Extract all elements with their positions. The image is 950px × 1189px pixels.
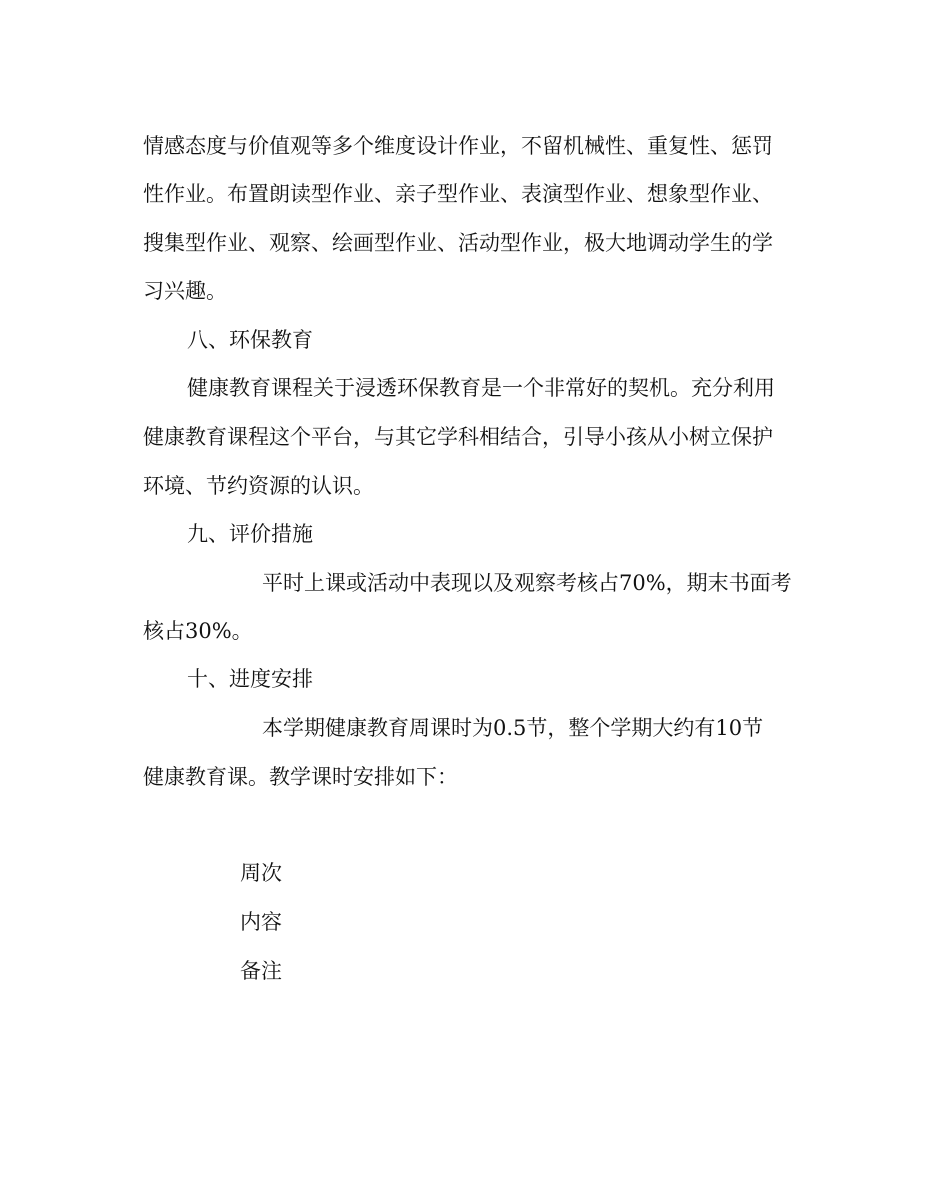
paragraph-homework-line-2: 性作业。布置朗读型作业、亲子型作业、表演型作业、想象型作业、	[143, 182, 773, 206]
paragraph-homework-line-3: 搜集型作业、观察、绘画型作业、活动型作业，极大地调动学生的学	[143, 231, 773, 255]
table-header-notes: 备注	[240, 959, 282, 983]
section-heading-schedule: 十、进度安排	[187, 667, 313, 691]
paragraph-schedule-line-2: 健康教育课。教学课时安排如下：	[143, 765, 458, 789]
paragraph-schedule-line-1: 本学期健康教育周课时为0.5节，整个学期大约有10节	[262, 716, 764, 740]
paragraph-environment-line-2: 健康教育课程这个平台，与其它学科相结合，引导小孩从小树立保护	[143, 425, 773, 449]
paragraph-homework-line-4: 习兴趣。	[143, 279, 227, 303]
paragraph-environment-line-3: 环境、节约资源的认识。	[143, 474, 374, 498]
section-heading-environment: 八、环保教育	[187, 328, 313, 352]
paragraph-evaluation-line-1: 平时上课或活动中表现以及观察考核占70%，期末书面考	[262, 571, 792, 595]
paragraph-evaluation-line-2: 核占30%。	[143, 619, 253, 643]
table-header-content: 内容	[240, 910, 282, 934]
paragraph-homework-line-1: 情感态度与价值观等多个维度设计作业，不留机械性、重复性、惩罚	[143, 134, 773, 158]
paragraph-environment-line-1: 健康教育课程关于浸透环保教育是一个非常好的契机。充分利用	[187, 376, 775, 400]
table-header-week: 周次	[240, 861, 282, 885]
section-heading-evaluation: 九、评价措施	[187, 522, 313, 546]
